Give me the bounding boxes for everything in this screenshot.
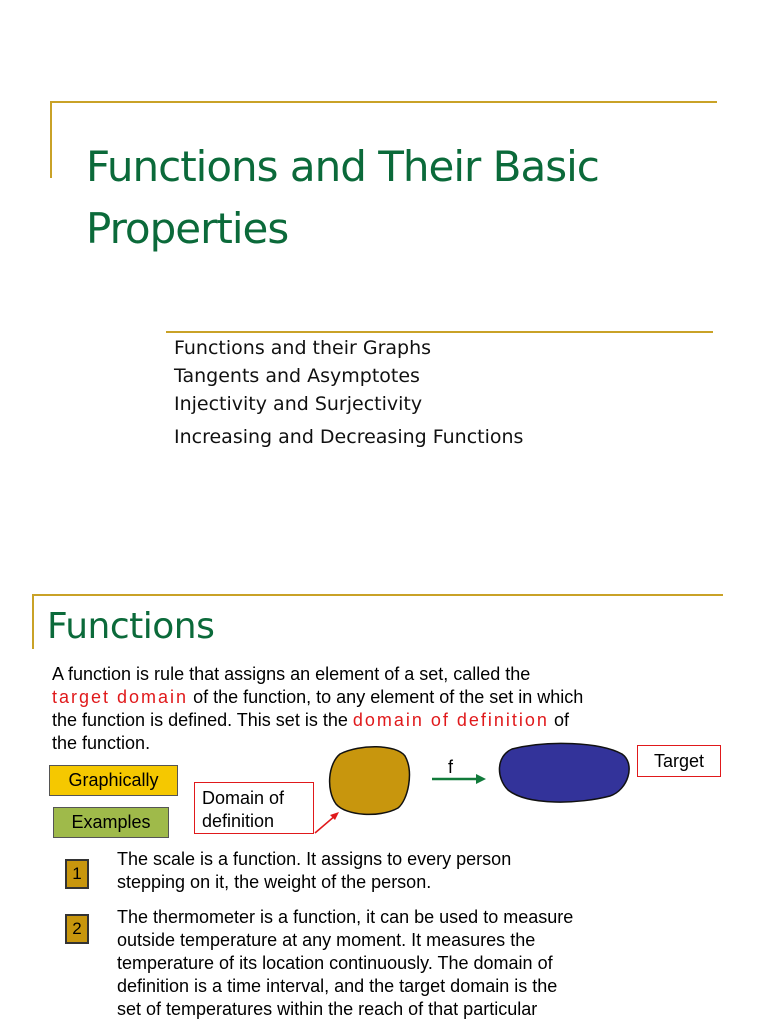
definition-line: A function is rule that assigns an element of a set, called the [52,664,531,684]
subtopic-item: Increasing and Decreasing Functions [174,426,524,448]
domain-label-line: Domain of [202,788,285,808]
example-text [117,906,717,1021]
example-number-badge: 2 [65,914,89,944]
example-line: temperature of its location continuously. The domain of [117,953,553,973]
slide1-title-line1: Functions and Their Basic [86,142,599,191]
definition-line [52,709,742,732]
slide1-title [86,136,706,260]
slide1-left-rule [50,101,52,178]
subtopic-item: Injectivity and Surjectivity [174,393,423,415]
target-domain-term: target domain [52,687,189,707]
graphically-button[interactable]: Graphically [49,765,178,796]
example-line: The scale is a function. It assigns to every person [117,849,512,869]
slide1-title-line2: Properties [86,204,289,253]
arrow-label: f [448,757,454,777]
example-line: The thermometer is a function, it can be used to measure [117,907,574,927]
domain-label [194,782,314,834]
definition-line [52,686,742,709]
examples-button[interactable]: Examples [53,807,169,838]
example-line: outside temperature at any moment. It measures the [117,930,536,950]
slide2-top-rule [32,594,723,596]
subtopic-item: Functions and their Graphs [174,337,432,359]
definition-text: of the function, to any element of the set in which [188,687,584,707]
domain-label-line: definition [202,811,275,831]
definition-text: of [548,710,569,730]
domain-blob [330,747,410,815]
slide1-top-rule [50,101,717,103]
example-text [117,848,717,894]
target-label: Target [637,745,721,777]
definition-line: the function. [52,733,151,753]
slide1-sub-rule [166,331,713,333]
definition-text: the function is defined. This set is the [52,710,353,730]
domain-of-definition-term: domain of definition [352,710,549,730]
example-number-badge: 1 [65,859,89,889]
example-line: set of temperatures within the reach of that particular [117,999,538,1019]
slide2-title: Functions [47,606,215,647]
target-blob [499,743,629,802]
function-arrow-head [476,774,486,784]
subtopic-item: Tangents and Asymptotes [174,365,420,387]
example-line: definition is a time interval, and the target domain is the [117,976,558,996]
example-line: stepping on it, the weight of the person. [117,872,432,892]
slide2-left-rule [32,594,34,649]
